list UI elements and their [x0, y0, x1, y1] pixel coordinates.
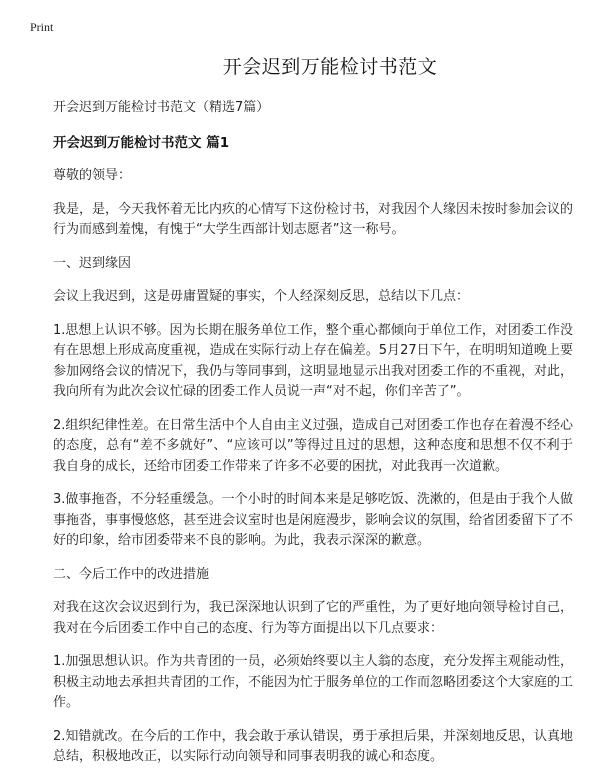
- paragraph-reason-3: 3.做事拖沓，不分轻重缓急。一个小时的时间本来是足够吃饭、洗漱的，但是由于我个人做事拖沓，事事慢悠悠，甚至进会议室时也是闲庭漫步，影响会议的氛围，给省团委留下了不好的印象，给市团委带来不良的影响。为此，我表示深深的歉意。: [53, 492, 574, 548]
- paragraph-measure-1: 1.加强思想认识。作为共青团的一员，必须始终要以主人翁的态度，充分发挥主观能动性，积极主动地去承担共青团的工作，不能因为忙于服务单位的工作而忽略团委这个大家庭的工作。: [53, 654, 574, 710]
- document-subtitle: 开会迟到万能检讨书范文（精选7篇）: [53, 100, 270, 115]
- salutation: 尊敬的领导：: [53, 168, 132, 183]
- paragraph-measure-2: 2.知错就改。在今后的工作中，我会敢于承认错误，勇于承担后果，并深刻地反思，认真地总结，积极地改正，以实际行动向领导和同事表明我的诚心和态度。: [53, 728, 573, 764]
- paragraph-improvement-intro: 对我在这次会议迟到行为，我已深深地认识到了它的严重性，为了更好地向领导检讨自己，我对在今后团委工作中自己的态度、行为等方面提出以下几点要求：: [53, 600, 574, 636]
- paragraph-intro: 我是，是，今天我怀着无比内疚的心情写下这份检讨书，对我因个人缘因未按时参加会议的行为而感到羞愧，有愧于“大学生西部计划志愿者”这一称号。: [53, 201, 574, 237]
- print-label: Print: [30, 20, 54, 34]
- document-title: 开会迟到万能检讨书范文: [222, 56, 438, 78]
- heading-improvement-measures: 二、今后工作中的改进措施: [53, 566, 210, 582]
- section-title: 开会迟到万能检讨书范文 篇1: [53, 135, 230, 151]
- paragraph-reason-2: 2.组织纪律性差。在日常生活中个人自由主义过强，造成自己对团委工作也存在着漫不经心的态度，总有“差不多就好”、“应该可以”等得过且过的思想，这种态度和思想不仅不利于我自身的成长，还给市团委工作带来了许多不必要的困扰，对此我再一次道歉。: [53, 417, 573, 474]
- paragraph-reason-1: 1.思想上认识不够。因为长期在服务单位工作，整个重心都倾向于单位工作，对团委工作没有在思想上形成高度重视，造成在实际行动上存在偏差。5月27日下午，在明明知道晚上要参加网络会议的情况下，我仍与等同事到，这明显地显示出我对团委工作的不重视，对此，我向所有为此次会议忙碌的团委工作人员说一声“对不起，你们辛苦了”。: [53, 322, 574, 399]
- paragraph-summary: 会议上我迟到，这是毋庸置疑的事实，个人经深刻反思，总结以下几点：: [53, 289, 470, 304]
- document-body: [53, 52, 573, 780]
- heading-lateness-reasons: 一、迟到缘因: [53, 255, 132, 271]
